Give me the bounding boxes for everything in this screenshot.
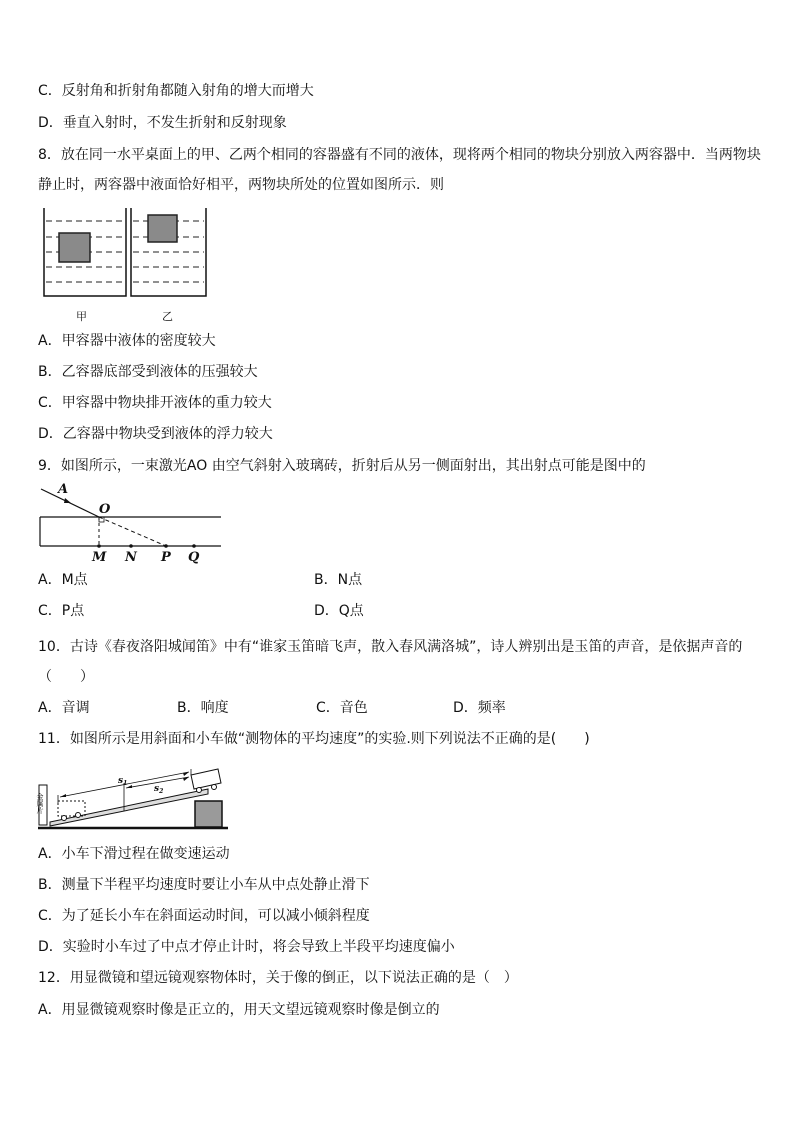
q9-stem: 9．如图所示，一束激光AO 由空气斜射入玻璃砖，折射后从另一侧面射出，其出射点可能是图中的 <box>38 458 646 474</box>
q8-stem-line1: 8．放在同一水平桌面上的甲、乙两个相同的容器盛有不同的液体，现将两个相同的物块分别放入两容器中．当两物块 <box>38 147 761 163</box>
q11-stem: 11．如图所示是用斜面和小车做“测物体的平均速度”的实验.则下列说法不正确的是( ) <box>38 731 590 747</box>
q7-option-c: C．反射角和折射角都随入射角的增大而增大 <box>38 83 314 99</box>
label-s2: $s_2$ <box>154 784 164 795</box>
q11-option-d: D．实验时小车过了中点才停止计时，将会导致上半段平均速度偏小 <box>38 939 455 955</box>
q10-option-d: D．频率 <box>453 700 506 716</box>
q8-option-b: B．乙容器底部受到液体的压强较大 <box>38 364 258 380</box>
label-s1: $s_1$ <box>118 776 128 787</box>
label-o: O <box>99 502 111 517</box>
label-m: M <box>92 550 107 565</box>
label-q: Q <box>188 550 200 565</box>
q10-stem-line1: 10．古诗《春夜洛阳城闻笛》中有“谁家玉笛暗飞声，散入春风满洛城”，诗人辨别出是玉笛的声音，是依据声音的 <box>38 639 743 655</box>
q10-option-a: A．音调 <box>38 700 90 716</box>
label-n: N <box>125 550 137 565</box>
q12-stem: 12．用显微镜和望远镜观察物体时，关于像的倒正，以下说法正确的是（ ） <box>38 970 518 986</box>
q8-option-d: D．乙容器中物块受到液体的浮力较大 <box>38 426 273 442</box>
q9-option-d: D．Q点 <box>314 603 364 619</box>
q11-option-b: B．测量下半程平均速度时要让小车从中点处静止滑下 <box>38 877 370 893</box>
q12-option-a: A．用显微镜观察时像是正立的，用天文望远镜观察时像是倒立的 <box>38 1002 440 1018</box>
support-block <box>195 801 222 827</box>
q8-option-a: A．甲容器中液体的密度较大 <box>38 333 216 349</box>
q8-stem-line2: 静止时，两容器中液面恰好相平，两物块所处的位置如图所示．则 <box>38 177 444 193</box>
label-a: A <box>58 482 69 497</box>
label-jia: 甲 <box>76 310 87 323</box>
q9-option-c: C．P点 <box>38 603 85 619</box>
q11-incline-figure <box>36 765 231 835</box>
q11-option-a: A．小车下滑过程在做变速运动 <box>38 846 230 862</box>
container-left <box>44 208 126 296</box>
q9-glass-brick-figure <box>36 480 226 565</box>
block-left <box>59 233 90 262</box>
q10-option-b: B．响度 <box>177 700 229 716</box>
q8-containers-figure <box>38 205 218 325</box>
label-p: P <box>161 550 171 565</box>
container-right <box>131 208 206 296</box>
stand-label: 金属片 <box>36 793 44 814</box>
q9-option-b: B．N点 <box>314 572 363 588</box>
block-right <box>148 215 177 242</box>
label-yi: 乙 <box>162 310 173 323</box>
q8-option-c: C．甲容器中物块排开液体的重力较大 <box>38 395 272 411</box>
q10-option-c: C．音色 <box>316 700 368 716</box>
q9-option-a: A．M点 <box>38 572 88 588</box>
q11-option-c: C．为了延长小车在斜面运动时间，可以减小倾斜程度 <box>38 908 370 924</box>
q7-option-d: D．垂直入射时，不发生折射和反射现象 <box>38 115 287 131</box>
q10-stem-line2: （ ） <box>38 669 94 685</box>
